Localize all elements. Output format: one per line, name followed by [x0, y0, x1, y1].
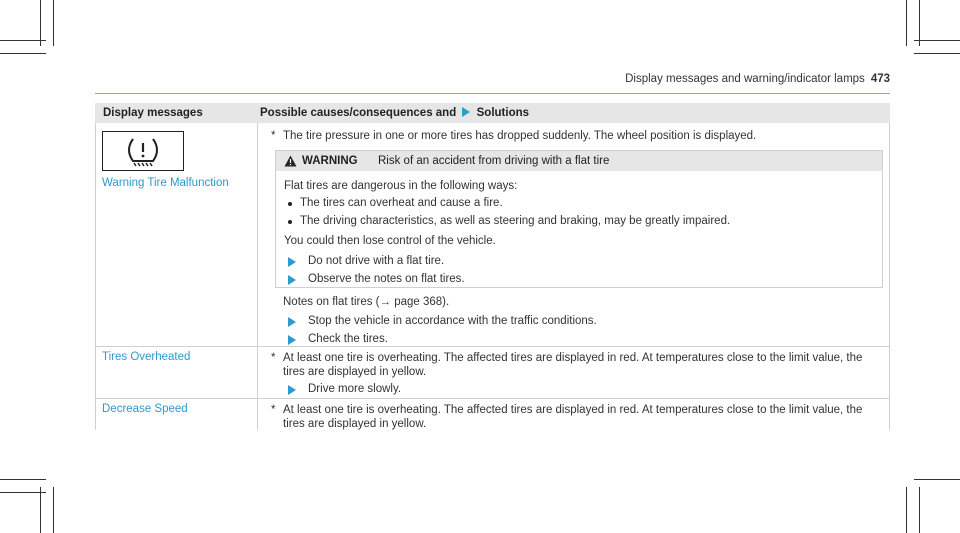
cause-text: tires are displayed in yellow. [283, 366, 427, 378]
action-text: Drive more slowly. [308, 383, 402, 395]
action-arrow-icon [288, 385, 296, 395]
warning-header [276, 151, 882, 171]
cause-text: At least one tire is overheating. The affected tires are displayed in red. At temperatures close to the limit value, the [283, 404, 863, 416]
message-label-decrease-speed: Decrease Speed [102, 403, 188, 415]
display-messages-table [95, 103, 890, 430]
page-header [625, 73, 890, 85]
crop-mark [906, 487, 907, 533]
page-number: 473 [870, 73, 890, 85]
warning-description: Risk of an accident from driving with a flat tire [378, 155, 610, 167]
crop-mark [0, 40, 46, 41]
action-text: Observe the notes on flat tires. [308, 273, 465, 285]
table-header [95, 103, 890, 123]
crop-mark [0, 479, 46, 480]
crop-mark [0, 53, 46, 54]
action-text: Check the tires. [308, 333, 388, 345]
crop-mark [914, 40, 960, 41]
warning-bullet: The driving characteristics, as well as steering and braking, may be greatly impaired. [300, 215, 731, 227]
crop-mark [40, 487, 41, 533]
tire-pressure-warning-icon [102, 131, 184, 171]
action-text: Do not drive with a flat tire. [308, 255, 445, 267]
bullet-icon [288, 202, 292, 206]
crop-mark [919, 487, 920, 533]
action-arrow-icon [288, 257, 296, 267]
crop-mark [914, 53, 960, 54]
action-text: Stop the vehicle in accordance with the traffic conditions. [308, 315, 597, 327]
action-arrow-icon [462, 107, 470, 117]
col-header-causes [260, 107, 529, 119]
star-marker: * [271, 130, 276, 142]
cause-text: The tire pressure in one or more tires has dropped suddenly. The wheel position is displayed. [283, 130, 757, 142]
reference-text: Notes on flat tires (→ page 368). [283, 296, 450, 308]
crop-mark [53, 487, 54, 533]
message-label-tires-overheated: Tires Overheated [102, 351, 191, 363]
crop-mark [0, 492, 46, 493]
col-header-display-messages: Display messages [103, 107, 203, 119]
star-marker: * [271, 352, 276, 364]
action-arrow-icon [288, 317, 296, 327]
crop-mark [914, 479, 960, 480]
col-header-solutions: Solutions [476, 107, 530, 119]
column-divider [257, 123, 258, 430]
crop-mark [906, 0, 907, 46]
column-divider [95, 123, 96, 430]
header-rule [95, 93, 890, 94]
row-divider [95, 346, 890, 347]
bullet-icon [288, 220, 292, 224]
action-arrow-icon [288, 335, 296, 345]
warning-triangle-icon [284, 155, 297, 167]
warning-title: WARNING [302, 155, 358, 167]
cause-text: At least one tire is overheating. The affected tires are displayed in red. At temperatures close to the limit value, the [283, 352, 863, 364]
page-header-title: Display messages and warning/indicator lamps [625, 73, 865, 85]
message-label-warning-tire-malfunction: Warning Tire Malfunction [102, 177, 229, 189]
cause-text: tires are displayed in yellow. [283, 418, 427, 430]
star-marker: * [271, 404, 276, 416]
warning-box [275, 150, 883, 288]
col-header-causes-prefix: Possible causes/consequences and [260, 107, 457, 119]
row-divider [95, 398, 890, 399]
crop-mark [53, 0, 54, 46]
warning-bullet: The tires can overheat and cause a fire. [300, 197, 503, 209]
column-divider [889, 123, 890, 430]
warning-note: You could then lose control of the vehicle. [284, 235, 496, 247]
warning-intro: Flat tires are dangerous in the following ways: [284, 180, 518, 192]
action-arrow-icon [288, 275, 296, 285]
